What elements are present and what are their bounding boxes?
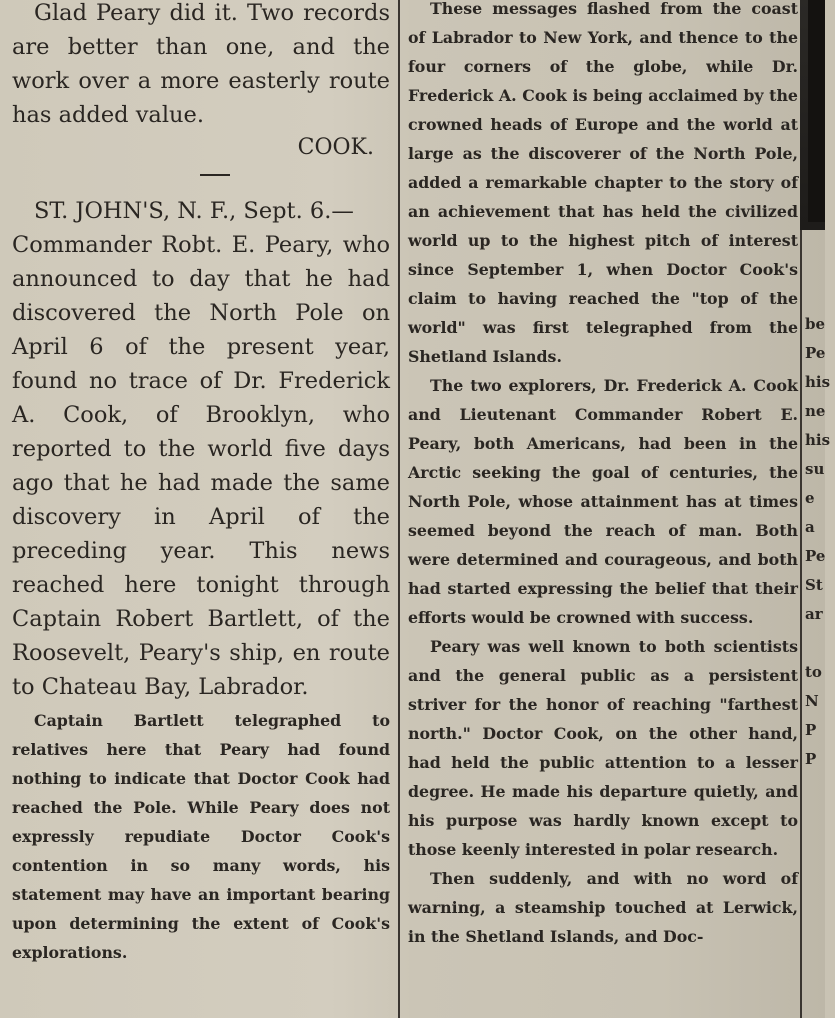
photo-edge [800,0,825,230]
fragment-line: P [805,721,817,739]
fragment-line: P [805,750,817,768]
fragment-line: be [805,315,826,333]
dateline: ST. JOHN'S, N. F., Sept. 6.— [34,198,354,224]
column-right-fragment [805,310,835,774]
fragment-line: Pe [805,344,826,362]
fragment-line: su [805,460,825,478]
photo-dark-area [808,0,825,222]
fragment-line: Pe [805,547,826,565]
fragment-line: ne [805,402,826,420]
paragraph-messages: These messages flashed from the coast of Labrador to New York, and thence to the four corners of the globe, while Dr. Frederick A. Cook is being acclaimed by the crowned heads of Europe and the world at large as the discoverer of the North Pole, added a remarkable chapter to the story of an achievement that has held the civilized world up to the highest pitch of interest since September 1, when Doctor Cook's claim to having reached the "top of the world" was first telegraphed from the Shetland Islands. [408,0,798,366]
column-left [12,0,390,967]
fragment-line: ar [805,605,823,623]
fragment-line: St [805,576,823,594]
paragraph-lerwick: Then suddenly, and with no word of warning, a steamship touched at Lerwick, in the Shetland Islands, and Doc- [408,869,798,946]
fragment-line: his [805,431,831,449]
article-body-2: Captain Bartlett telegraphed to relatives here that Peary had found nothing to indicate that Doctor Cook had reached the Pole. While Peary does not expressly repudiate Doctor Cook's contention in so many words, his statement may have an important bearing upon determining the extent of Cook's explorations. [12,711,390,962]
paragraph-peary: Peary was well known to both scientists and the general public as a persistent striver for the honor of reaching "farthest north." Doctor Cook, on the other hand, had held the public attention to a lesser degree. He made his departure quietly, and his purpose was hardly known except to those keenly interested in polar research. [408,637,798,859]
article-body-1: Commander Robt. E. Peary, who announced to day that he had discovered the North Pole on April 6 of the present year, found no trace of Dr. Frederick A. Cook, of Brooklyn, who reported to the world five days ago that he had made the same discovery in April of the preceding year. This news reached here tonight through Captain Robert Bartlett, of the Roosevelt, Peary's ship, en route to Chateau Bay, Labrador. [12,232,390,700]
fragment-line: a [805,518,815,536]
fragment-line: his [805,373,831,391]
signature: COOK. [297,135,374,160]
column-rule-1 [398,0,400,1018]
fragment-line: e [805,489,815,507]
paragraph-explorers: The two explorers, Dr. Frederick A. Cook and Lieutenant Commander Robert E. Peary, both Americans, had been in the Arctic seeking the goal of centuries, the North Pole, whose attainment has at times seemed beyond the reach of man. Both were determined and courageous, and both had started expressing the belief that their efforts would be crowned with success. [408,376,798,627]
section-divider [200,174,230,176]
column-middle [408,0,798,951]
column-rule-2 [800,230,802,1018]
fragment-line: to [805,663,822,681]
fragment-line [805,629,835,658]
fragment-line: N [805,692,819,710]
lead-paragraph: Glad Peary did it. Two records are better than one, and the work over a more easterly route has added value. [12,0,390,128]
